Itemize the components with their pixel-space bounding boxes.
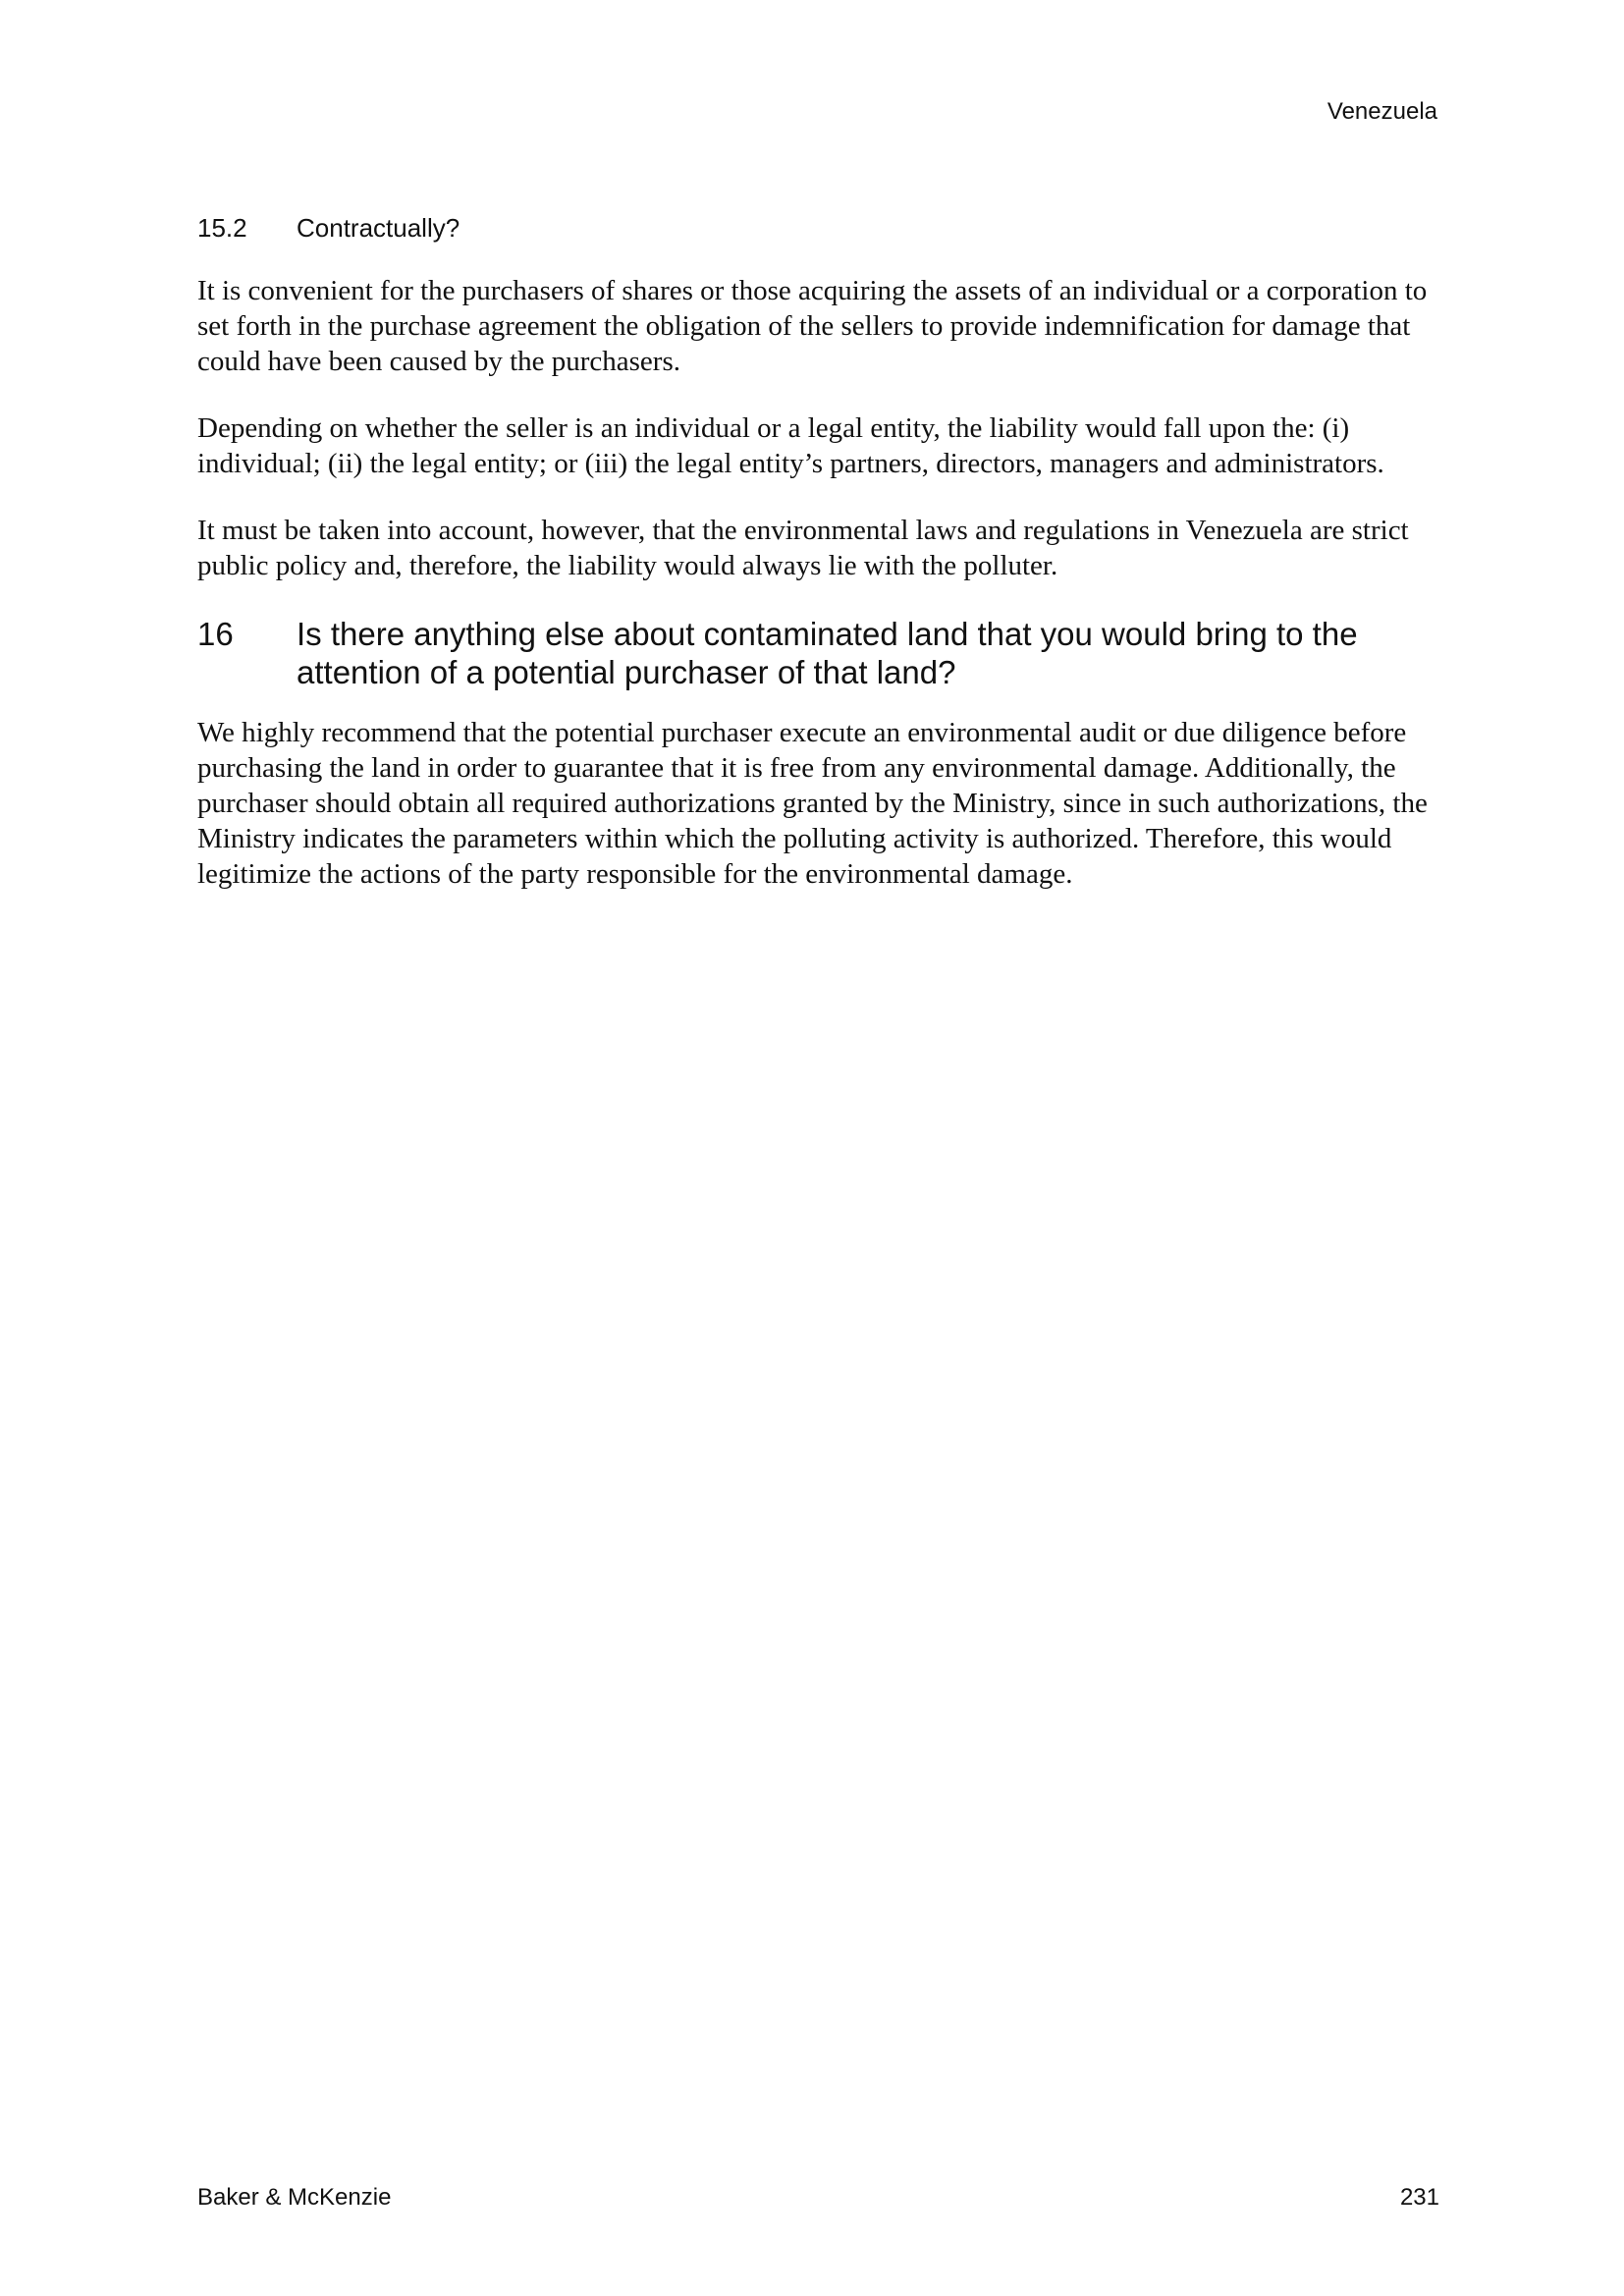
running-footer (197, 2184, 1439, 2212)
section-title: Is there anything else about contaminated land that you would bring to the attention of a potential purchaser of that land? (297, 616, 1358, 690)
paragraph: It is convenient for the purchasers of shares or those acquiring the assets of an individual or a corporation to set forth in the purchase agreement the obligation of the sellers to provide indemnification for damage that could have been caused by the purchasers. (197, 275, 1428, 377)
running-header (1327, 98, 1437, 126)
subsection-heading (197, 212, 1439, 244)
section-number: 16 (197, 616, 234, 652)
subsection-title: Contractually? (297, 213, 460, 243)
header-country: Venezuela (1326, 98, 1437, 125)
paragraph: Depending on whether the seller is an individual or a legal entity, the liability would fall upon the: (i) individual; (ii) the legal entity; or (iii) the legal entity’s partners, directors, managers and administrators. (197, 412, 1384, 479)
paragraph: We highly recommend that the potential purchaser execute an environmental audit or due diligence before purchasing the land in order to guarantee that it is free from any environmental damage. Additionally, the purchaser should obtain all required authorizations granted by the Ministry, since in such authorizations, the Ministry indicates the parameters within which the polluting activity is authorized. Therefore, this would legitimize the actions of the party responsible for the environmental damage. (197, 717, 1428, 890)
subsection-number: 15.2 (197, 213, 247, 243)
page-number: 231 (1399, 2184, 1439, 2211)
paragraph: It must be taken into account, however, that the environmental laws and regulations in Venezuela are strict public policy and, therefore, the liability would always lie with the polluter. (197, 515, 1409, 581)
page-content (197, 212, 1439, 923)
section-heading (197, 615, 1439, 691)
footer-firm-name: Baker & McKenzie (197, 2184, 392, 2211)
